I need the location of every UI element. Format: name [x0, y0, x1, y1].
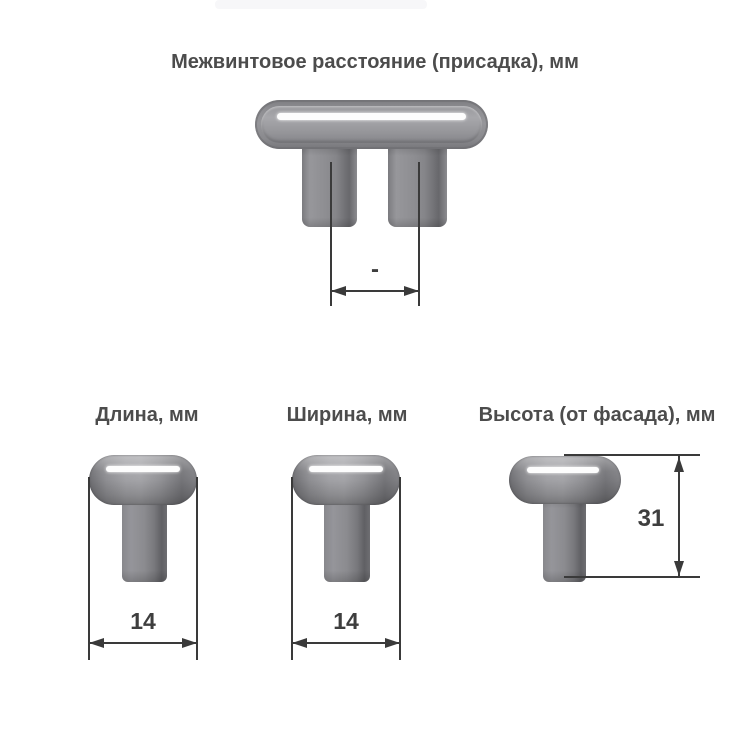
- knob-cap: [89, 455, 197, 505]
- length-title: Длина, мм: [95, 404, 199, 426]
- height-value: 31: [637, 505, 665, 532]
- arrowhead-down-icon: [674, 561, 684, 576]
- knob-post: [543, 502, 586, 582]
- knob-post: [324, 500, 370, 582]
- screw-distance-title: Межвинтовое расстояние (присадка), мм: [171, 51, 579, 73]
- width-value: 14: [333, 608, 359, 634]
- arrowhead-left-icon: [292, 638, 307, 648]
- extension-line-right: [418, 162, 420, 306]
- knob-cap: [292, 455, 400, 505]
- knob-cap-highlight: [527, 467, 599, 473]
- extension-line-left: [330, 162, 332, 306]
- knob-cap: [509, 456, 621, 504]
- dimension-arrow-line: [90, 642, 196, 644]
- arrowhead-right-icon: [404, 286, 419, 296]
- extension-line-bottom: [564, 576, 700, 578]
- length-value: 14: [130, 608, 156, 634]
- arrowhead-left-icon: [89, 638, 104, 648]
- knob-cap-highlight: [309, 466, 383, 472]
- knob-cap-highlight: [277, 113, 466, 120]
- screw-distance-value: -: [371, 256, 379, 283]
- height-title: Высота (от фасада), мм: [478, 404, 716, 426]
- arrowhead-right-icon: [385, 638, 400, 648]
- dimension-arrow-line: [293, 642, 399, 644]
- knob-post: [122, 500, 167, 582]
- faded-cropped-text-bar: [215, 0, 427, 9]
- arrowhead-right-icon: [182, 638, 197, 648]
- arrowhead-left-icon: [331, 286, 346, 296]
- knob-cap-highlight: [106, 466, 180, 472]
- knob-cap-inner-ring: [261, 106, 482, 143]
- width-title: Ширина, мм: [286, 404, 408, 426]
- knob-cap: [255, 100, 488, 149]
- arrowhead-up-icon: [674, 457, 684, 472]
